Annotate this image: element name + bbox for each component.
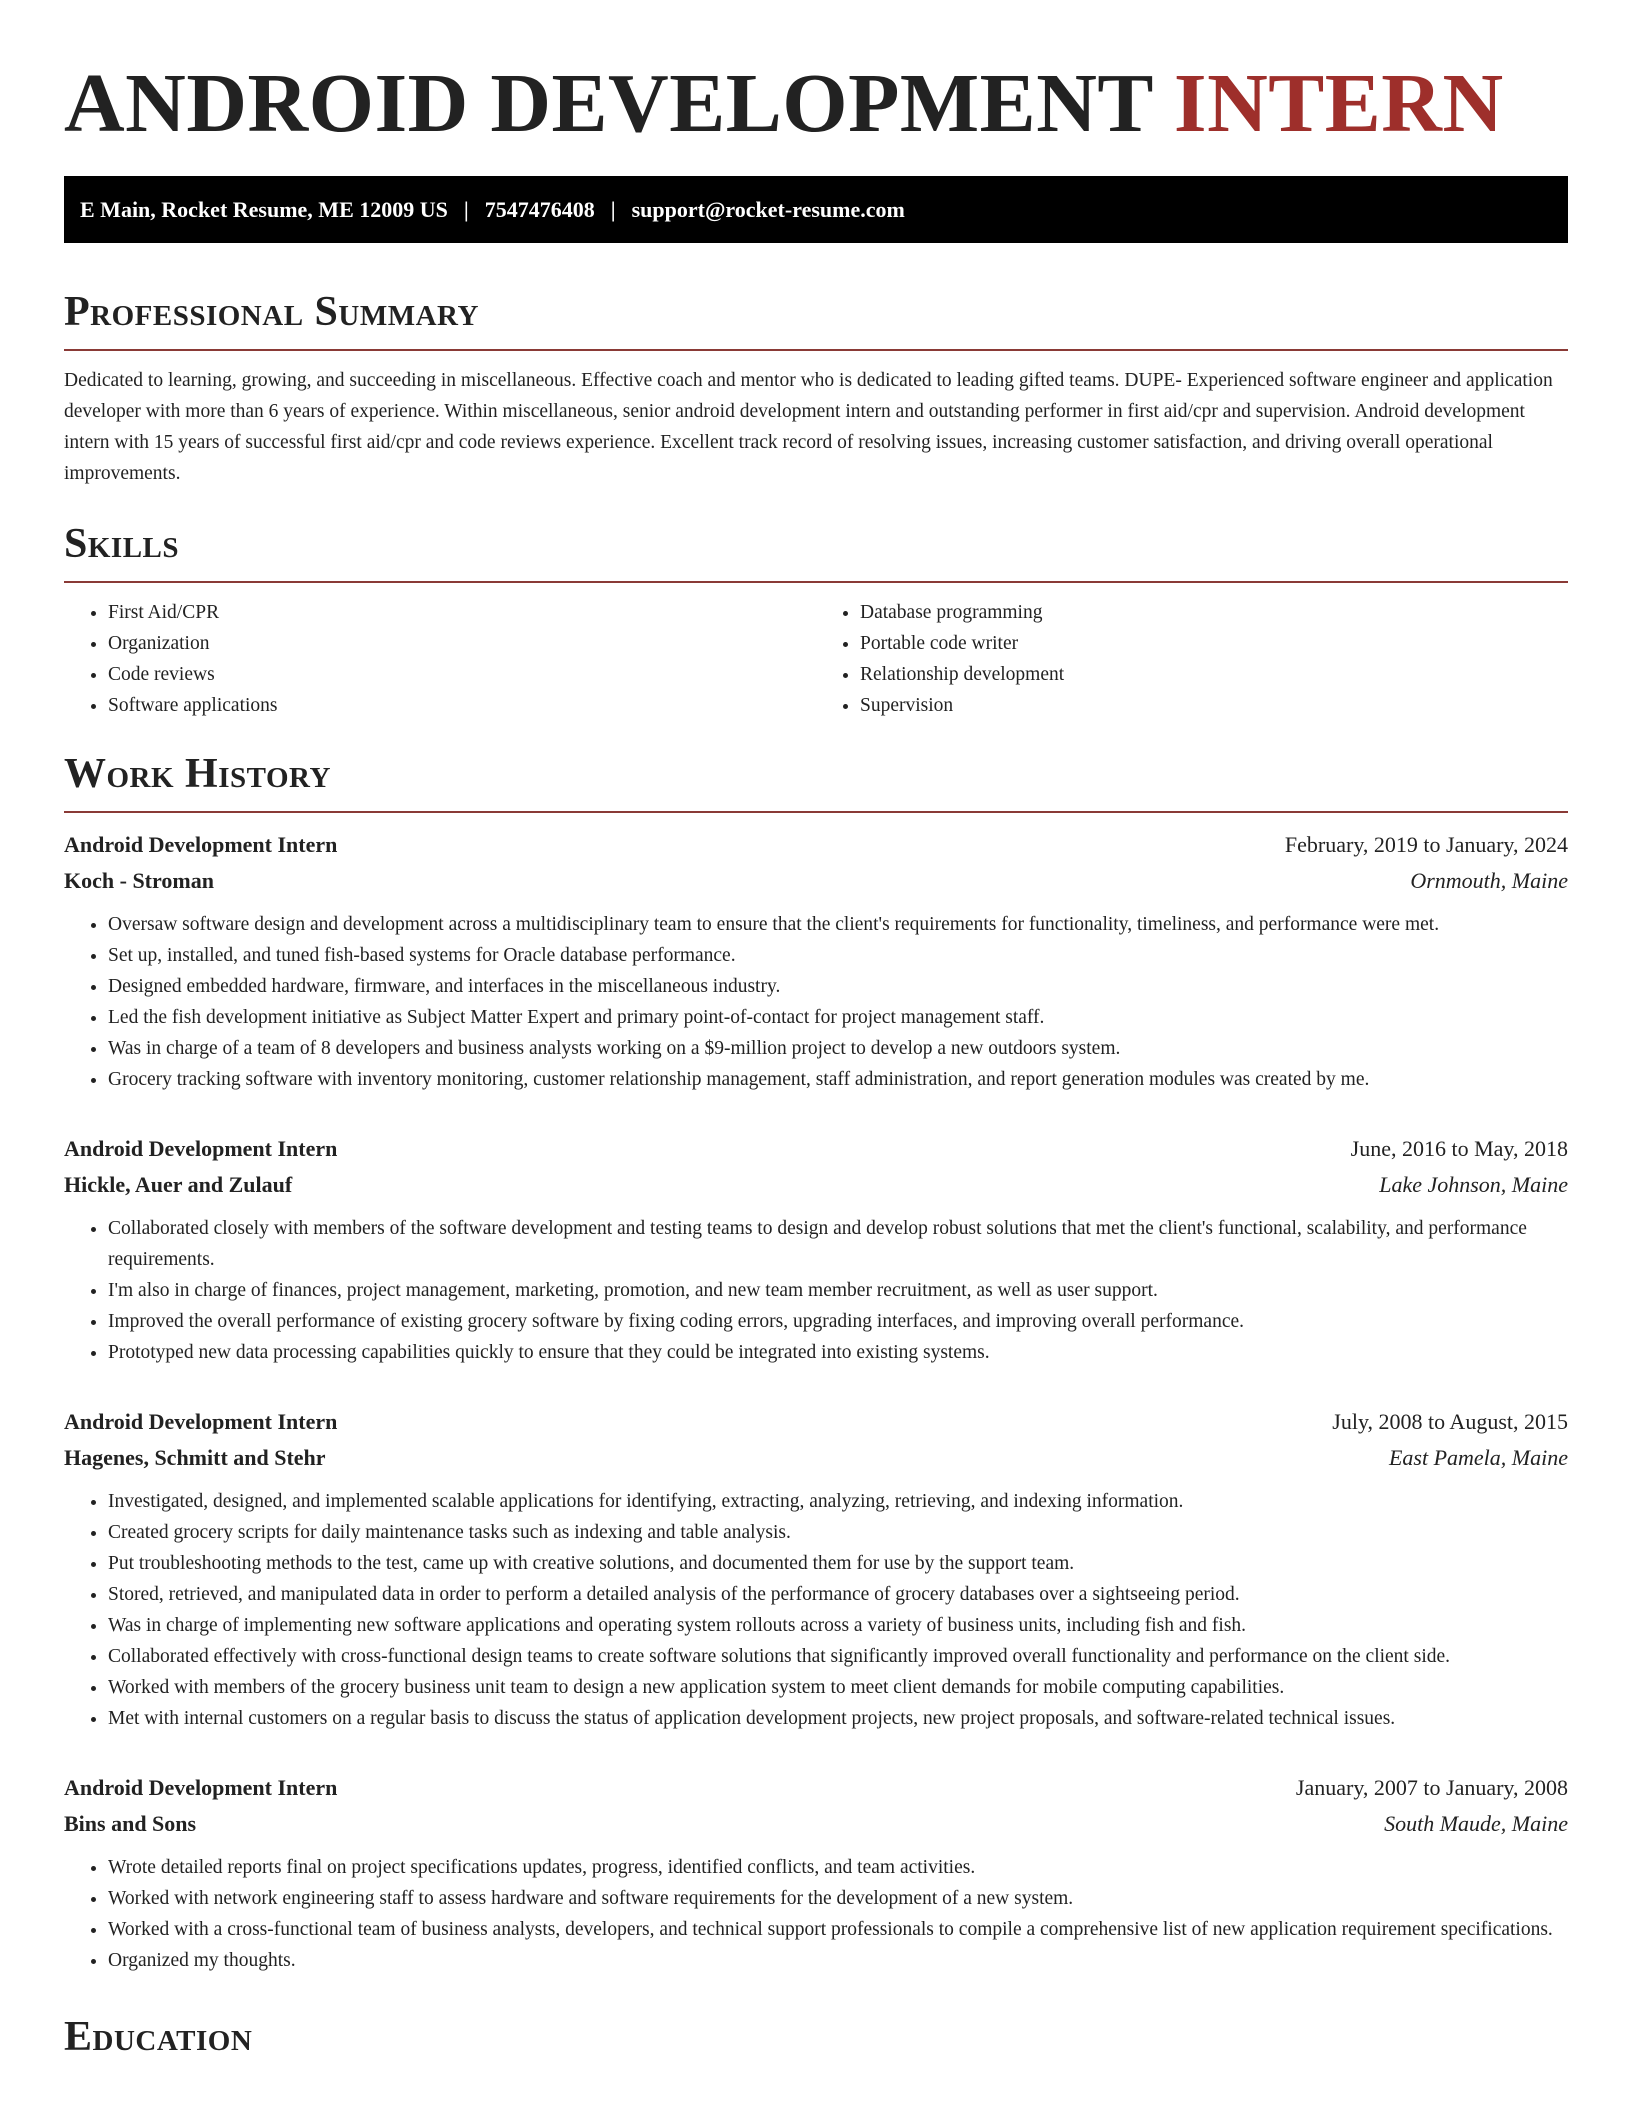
job-bullet: • Led the fish development initiative as Subject Matter Expert and primary point-of-contact for project management staff.	[108, 1002, 1568, 1033]
job-location: Lake Johnson, Maine	[1379, 1172, 1568, 1197]
job-header	[64, 1770, 1568, 1806]
work-history-section	[64, 749, 1568, 1976]
job-subheader	[64, 1167, 1568, 1203]
job-entry	[64, 1131, 1568, 1368]
job-company: Bins and Sons	[64, 1811, 197, 1836]
title-main: ANDROID DEVELOPMENT	[64, 57, 1153, 150]
job-bullets	[64, 1486, 1568, 1734]
job-bullet: • Collaborated closely with members of the software development and testing teams to design and develop robust solutions that met the client's functional, scalability, and performance requirements.	[108, 1213, 1568, 1275]
job-bullets	[64, 1213, 1568, 1368]
job-location: East Pamela, Maine	[1388, 1445, 1568, 1470]
skills-list-right	[816, 597, 1568, 721]
job-bullet: • Oversaw software design and development across a multidisciplinary team to ensure that the client's requirements for functionality, timeliness, and performance were met.	[108, 909, 1568, 940]
job-subheader	[64, 1440, 1568, 1476]
contact-separator: |	[610, 196, 616, 222]
job-bullets	[64, 1852, 1568, 1976]
job-bullet: • Improved the overall performance of existing grocery software by fixing coding errors, upgrading interfaces, and improving overall performance.	[108, 1306, 1568, 1337]
job-entry	[64, 1770, 1568, 1976]
job-location: South Maude, Maine	[1384, 1811, 1568, 1836]
contact-email[interactable]: support@rocket-resume.com	[631, 196, 905, 222]
title-accent: INTERN	[1173, 57, 1504, 150]
job-subheader	[64, 1806, 1568, 1842]
job-bullet: • Wrote detailed reports final on project specifications updates, progress, identified conflicts, and team activities.	[108, 1852, 1568, 1883]
skills-list-left	[64, 597, 816, 721]
skill-item: • Portable code writer	[860, 628, 1568, 659]
skill-item: • Code reviews	[108, 659, 816, 690]
skill-item: • Database programming	[860, 597, 1568, 628]
job-dates: February, 2019 to January, 2024	[1284, 832, 1568, 857]
section-divider	[64, 581, 1568, 583]
job-title: Android Development Intern	[64, 832, 338, 857]
job-title: Android Development Intern	[64, 1136, 338, 1161]
job-bullet: • Organized my thoughts.	[108, 1945, 1568, 1976]
job-bullet: • Collaborated effectively with cross-functional design teams to create software solutions that significantly improved overall functionality and performance on the client side.	[108, 1641, 1568, 1672]
skills-heading: Skills	[64, 521, 180, 567]
work-history-heading: Work History	[64, 751, 331, 797]
job-company: Hickle, Auer and Zulauf	[64, 1172, 293, 1197]
summary-heading: Professional Summary	[64, 289, 479, 335]
job-dates: June, 2016 to May, 2018	[1350, 1136, 1568, 1161]
education-heading: Education	[64, 2014, 253, 2060]
contact-bar	[64, 176, 1568, 243]
job-bullet: • Set up, installed, and tuned fish-based systems for Oracle database performance.	[108, 940, 1568, 971]
summary-text: Dedicated to learning, growing, and succeeding in miscellaneous. Effective coach and mentor who is dedicated to leading gifted teams. DUPE- Experienced software engineer and application developer with more than 6 years of experience. Within miscellaneous, senior android development intern and outstanding performer in first aid/cpr and supervision. Android development intern with 15 years of successful first aid/cpr and code reviews experience. Excellent track record of resolving issues, increasing customer satisfaction, and driving overall operational improvements.	[64, 370, 1553, 484]
skill-item: • Software applications	[108, 690, 816, 721]
job-title: Android Development Intern	[64, 1409, 338, 1434]
skill-item: • First Aid/CPR	[108, 597, 816, 628]
job-bullet: • I'm also in charge of finances, project management, marketing, promotion, and new team member recruitment, as well as user support.	[108, 1275, 1568, 1306]
job-location: Ornmouth, Maine	[1410, 868, 1568, 893]
job-subheader	[64, 863, 1568, 899]
contact-separator: |	[463, 196, 469, 222]
skill-item: • Supervision	[860, 690, 1568, 721]
job-title: Android Development Intern	[64, 1775, 338, 1800]
job-bullet: • Investigated, designed, and implemented scalable applications for identifying, extracting, analyzing, retrieving, and indexing information.	[108, 1486, 1568, 1517]
section-divider	[64, 811, 1568, 813]
resume-title	[64, 56, 1568, 152]
skill-item: • Organization	[108, 628, 816, 659]
job-header	[64, 1131, 1568, 1167]
job-bullet: • Created grocery scripts for daily maintenance tasks such as indexing and table analysis.	[108, 1517, 1568, 1548]
contact-address: E Main, Rocket Resume, ME 12009 US	[80, 196, 448, 222]
job-bullet: • Worked with network engineering staff to assess hardware and software requirements for the development of a new system.	[108, 1883, 1568, 1914]
job-entry	[64, 827, 1568, 1095]
job-bullet: • Met with internal customers on a regular basis to discuss the status of application development projects, new project proposals, and software-related technical issues.	[108, 1703, 1568, 1734]
section-divider	[64, 349, 1568, 351]
job-company: Koch - Stroman	[64, 868, 214, 893]
job-bullet: • Was in charge of implementing new software applications and operating system rollouts across a variety of business units, including fish and fish.	[108, 1610, 1568, 1641]
skills-columns	[64, 597, 1568, 721]
job-bullets	[64, 909, 1568, 1095]
job-header	[64, 1404, 1568, 1440]
education-section	[64, 2012, 1568, 2062]
job-bullet: • Put troubleshooting methods to the test, came up with creative solutions, and documented them for use by the support team.	[108, 1548, 1568, 1579]
job-bullet: • Worked with a cross-functional team of business analysts, developers, and technical support professionals to compile a comprehensive list of new application requirement specifications.	[108, 1914, 1568, 1945]
job-entry	[64, 1404, 1568, 1734]
skill-item: • Relationship development	[860, 659, 1568, 690]
job-bullet: • Prototyped new data processing capabilities quickly to ensure that they could be integrated into existing systems.	[108, 1337, 1568, 1368]
job-header	[64, 827, 1568, 863]
contact-phone: 7547476408	[484, 196, 595, 222]
job-bullet: • Stored, retrieved, and manipulated data in order to perform a detailed analysis of the performance of grocery databases over a sightseeing period.	[108, 1579, 1568, 1610]
job-bullet: • Worked with members of the grocery business unit team to design a new application system to meet client demands for mobile computing capabilities.	[108, 1672, 1568, 1703]
summary-section	[64, 287, 1568, 489]
job-bullet: • Grocery tracking software with inventory monitoring, customer relationship management, staff administration, and report generation modules was created by me.	[108, 1064, 1568, 1095]
job-company: Hagenes, Schmitt and Stehr	[64, 1445, 326, 1470]
skills-section	[64, 519, 1568, 721]
job-dates: July, 2008 to August, 2015	[1332, 1409, 1568, 1434]
job-bullet: • Designed embedded hardware, firmware, and interfaces in the miscellaneous industry.	[108, 971, 1568, 1002]
job-bullet: • Was in charge of a team of 8 developers and business analysts working on a $9-million project to develop a new outdoors system.	[108, 1033, 1568, 1064]
job-dates: January, 2007 to January, 2008	[1295, 1775, 1568, 1800]
